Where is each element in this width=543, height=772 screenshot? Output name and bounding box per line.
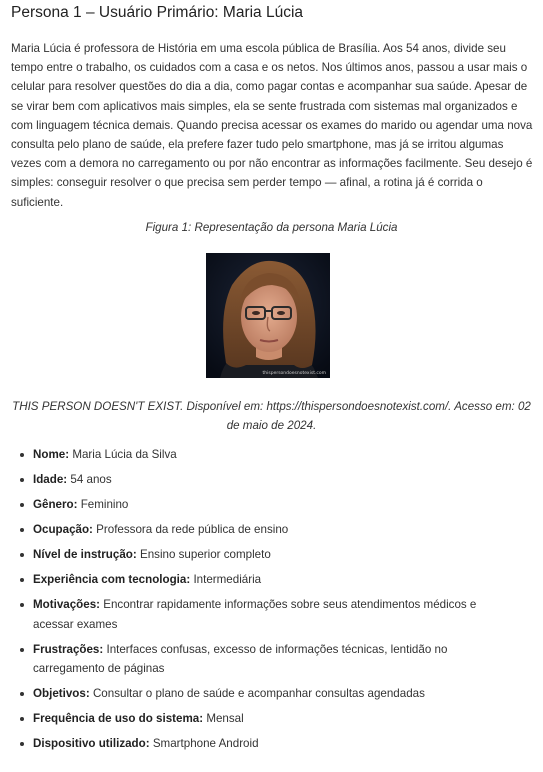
attribute-value: 54 anos [70,473,112,486]
image-source-note: THIS PERSON DOESN'T EXIST. Disponível em: https://thispersondoesnotexist.com/. Acesso em: 02 de maio de 2024. [12,400,531,432]
list-item [18,545,518,565]
attribute-label: Frustrações: [33,642,104,656]
attribute-label: Frequência de uso do sistema: [33,712,204,725]
list-item [18,470,518,490]
page-title: Persona 1 – Usuário Primário: Maria Lúcia [11,4,304,21]
attribute-label: Dispositivo utilizado: [33,737,150,750]
attribute-value: Consultar o plano de saúde e acompanhar consultas agendadas [92,687,425,700]
attribute-value: Intermediária [193,573,262,586]
list-item [18,495,518,515]
list-item [18,684,518,704]
attribute-label: Nível de instrução: [33,548,137,561]
attribute-value: Smartphone Android [152,737,259,750]
persona-attributes-list [18,445,518,754]
attribute-label: Nome: [33,448,70,461]
attribute-value: Professora da rede pública de ensino [96,523,289,536]
attribute-value: Maria Lúcia da Silva [72,448,177,461]
attribute-label: Motivações: [33,598,101,611]
figure-caption: Figura 1: Representação da persona Maria Lúcia [145,221,398,234]
attribute-value: Ensino superior completo [139,548,271,561]
list-item [18,640,518,679]
attribute-value: Interfaces confusas, excesso de informações técnicas, lentidão no carregamento de páginas [33,642,448,675]
list-item [18,445,518,465]
attribute-label: Objetivos: [33,687,90,700]
attribute-label: Gênero: [33,498,78,511]
attribute-value: Mensal [206,712,244,725]
attribute-label: Idade: [33,473,68,486]
persona-description: Maria Lúcia é professora de História em uma escola pública de Brasília. Aos 54 anos, divide seu tempo entre o trabalho, os cuidados com a casa e os netos. Nos últimos anos, passou a usar mais o celular para resolver questões do dia a dia, como pagar contas e acompanhar sua saúde. Apesar de se virar bem com aplicativos mais simples, ela se sente frustrada com sistemas mal organizados e com linguagem técnica demais. Quando precisa acessar os exames do marido ou agendar uma nova consulta pelo plano de saúde, ela prefere fazer tudo pelo smartphone, mas já se irritou algumas vezes com a demora no carregamento ou por não encontrar as informações facilmente. Seu desejo é simples: conseguir resolver o que precisa sem perder tempo — afinal, a rotina já é corrida o suficiente. [11,42,533,209]
list-item [18,734,518,754]
photo-watermark: thispersondoesnotexist.com [262,371,326,376]
attribute-label: Ocupação: [33,523,93,536]
list-item [18,595,518,634]
attribute-label: Experiência com tecnologia: [33,573,191,586]
list-item [18,709,518,729]
list-item [18,520,518,540]
attribute-value: Feminino [80,498,129,511]
attribute-value: Encontrar rapidamente informações sobre seus atendimentos médicos e acessar exames [33,598,477,631]
persona-photo [206,253,330,378]
list-item [18,570,518,590]
